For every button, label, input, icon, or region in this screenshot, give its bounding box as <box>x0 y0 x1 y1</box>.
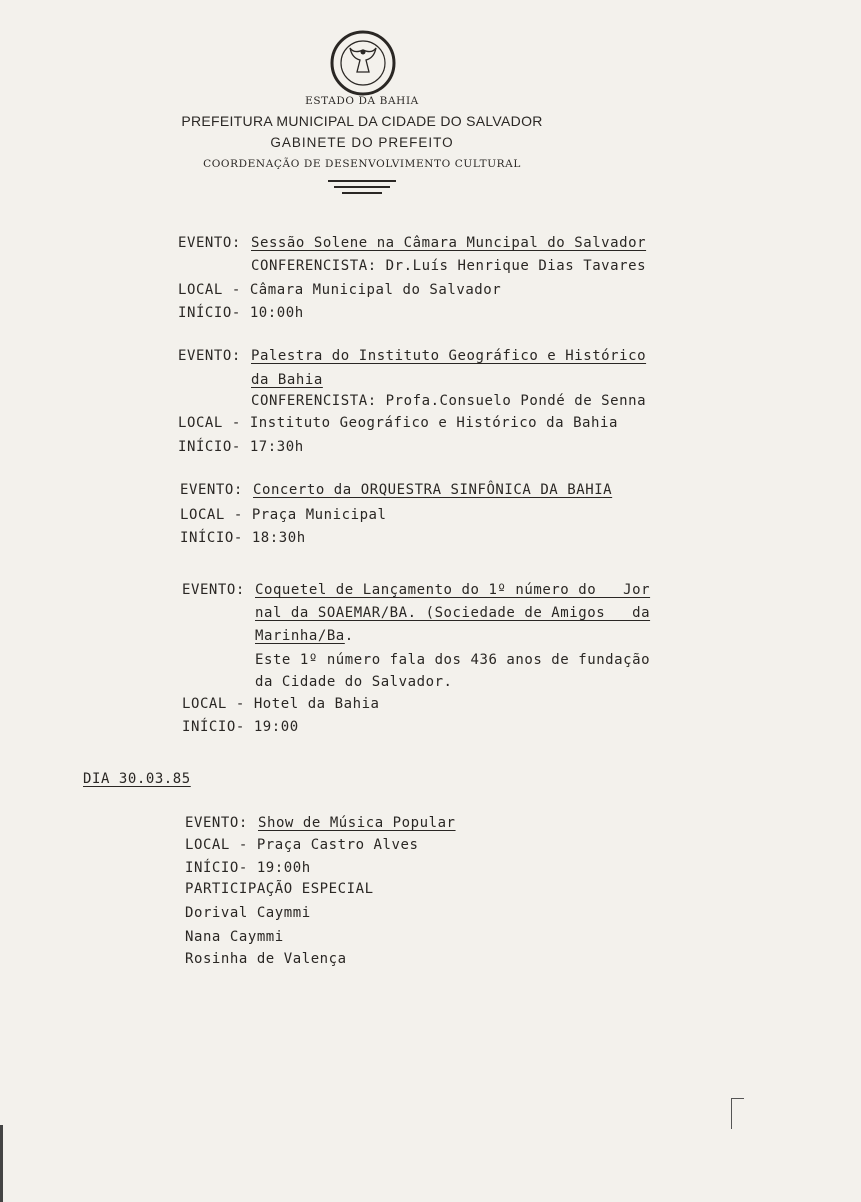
event-title-end: Marinha/Ba <box>255 628 345 644</box>
artist: Nana Caymmi <box>185 929 284 945</box>
municipal-seal-logo <box>330 30 396 96</box>
event-title-cont: da Bahia <box>251 372 323 388</box>
evento-label: EVENTO: <box>182 582 245 598</box>
artist: Rosinha de Valença <box>185 951 347 967</box>
event-start: INÍCIO- 18:30h <box>180 530 306 546</box>
divider <box>334 186 390 188</box>
evento-label: EVENTO: <box>178 235 241 251</box>
event-speaker: CONFERENCISTA: Dr.Luís Henrique Dias Tavares <box>251 258 647 274</box>
event-description: da Cidade do Salvador. <box>255 674 453 690</box>
event-start: INÍCIO- 10:00h <box>178 305 304 321</box>
divider <box>342 192 382 194</box>
corner-mark <box>731 1098 744 1129</box>
event-start: INÍCIO- 17:30h <box>178 439 304 455</box>
event-title: Coquetel de Lançamento do 1º número do Jor <box>255 582 651 598</box>
divider <box>328 180 396 182</box>
evento-label: EVENTO: <box>180 482 243 498</box>
page-edge <box>0 1125 3 1202</box>
event-title: Sessão Solene na Câmara Muncipal do Salvador <box>251 235 647 251</box>
event-start: INÍCIO- 19:00 <box>182 719 299 735</box>
header-state: ESTADO DA BAHIA <box>305 95 419 107</box>
event-speaker: CONFERENCISTA: Profa.Consuelo Pondé de Senna <box>251 393 647 409</box>
special-participation: PARTICIPAÇÃO ESPECIAL <box>185 881 374 897</box>
event-location: LOCAL - Praça Municipal <box>180 507 387 523</box>
day-heading: DIA 30.03.85 <box>83 771 191 787</box>
event-location: LOCAL - Hotel da Bahia <box>182 696 380 712</box>
event-title: Concerto da ORQUESTRA SINFÔNICA DA BAHIA <box>253 482 613 498</box>
event-description: Este 1º número fala dos 436 anos de fundação <box>255 652 651 668</box>
event-title-cont: nal da SOAEMAR/BA. (Sociedade de Amigos da <box>255 605 651 621</box>
event-location: LOCAL - Instituto Geográfico e Histórico da Bahia <box>178 415 618 431</box>
artist: Dorival Caymmi <box>185 905 311 921</box>
header-coordination: COORDENAÇÃO DE DESENVOLVIMENTO CULTURAL <box>203 158 521 170</box>
evento-label: EVENTO: <box>178 348 241 364</box>
event-title-cont <box>255 627 354 645</box>
evento-label: EVENTO: <box>185 815 248 831</box>
header-prefecture: PREFEITURA MUNICIPAL DA CIDADE DO SALVADOR <box>181 113 543 129</box>
event-title: Show de Música Popular <box>258 815 456 831</box>
event-location: LOCAL - Praça Castro Alves <box>185 837 419 853</box>
period: . <box>344 628 354 644</box>
header-office: GABINETE DO PREFEITO <box>270 135 454 150</box>
event-title: Palestra do Instituto Geográfico e Histórico <box>251 348 647 364</box>
event-start: INÍCIO- 19:00h <box>185 860 311 876</box>
event-location: LOCAL - Câmara Municipal do Salvador <box>178 282 502 298</box>
